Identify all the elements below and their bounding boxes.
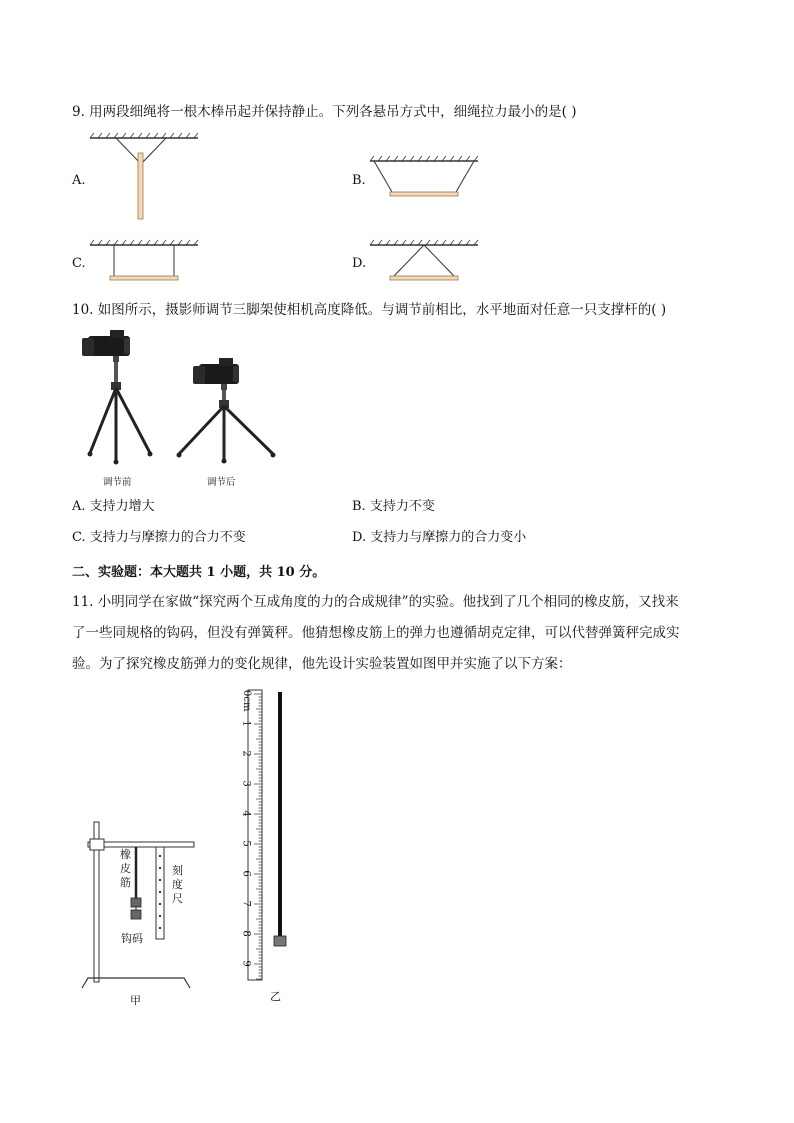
ruler-number: 6	[240, 870, 252, 877]
q9-option-b-label: B.	[352, 173, 366, 188]
q11-line-1: 11. 小明同学在家做“探究两个互成角度的力的合成规律”的实验。他找到了几个相同的橡皮筋，又找来	[72, 594, 679, 610]
ruler-number: 2	[240, 750, 252, 757]
section-heading: 二、实验题：本大题共 1 小题，共 10 分。	[72, 565, 326, 580]
figure-jia-caption: 甲	[130, 994, 141, 1007]
q10-option-a: A. 支持力增大	[72, 499, 155, 514]
ruler-number: 4	[240, 810, 252, 817]
q9-stem: 9. 用两段细绳将一根木棒吊起并保持静止。下列各悬吊方式中，细绳拉力最小的是( )	[72, 104, 577, 120]
q9-figure-d	[370, 240, 480, 285]
label-rubber-band: 橡皮筋	[120, 848, 131, 889]
label-ruler: 刻度尺	[172, 864, 183, 905]
q9-figure-b	[370, 156, 480, 201]
q9-figure-c	[90, 240, 200, 285]
q11-line-3: 验。为了探究橡皮筋弹力的变化规律，他先设计实验装置如图甲并实施了以下方案：	[72, 656, 572, 672]
ruler-number: 7	[240, 900, 252, 907]
ruler-number: 3	[240, 780, 252, 787]
tripod-after-caption: 调节后	[207, 477, 236, 488]
tripod-after-figure	[175, 356, 280, 471]
figure-yi-caption: 乙	[270, 990, 281, 1003]
q10-option-d: D. 支持力与摩擦力的合力变小	[352, 530, 527, 545]
label-hook-weight: 钩码	[121, 932, 143, 945]
q9-option-d-label: D.	[352, 256, 367, 271]
ruler-number: 8	[240, 930, 252, 937]
ruler-number: 1	[240, 720, 252, 727]
q11-line-2: 了一些同规格的钩码，但没有弹簧秤。他猜想橡皮筋上的弹力也遵循胡克定律，可以代替弹簧秤完成实	[72, 625, 680, 641]
q9-option-a-label: A.	[72, 173, 86, 188]
q10-option-b: B. 支持力不变	[352, 499, 435, 514]
q10-stem: 10. 如图所示，摄影师调节三脚架使相机高度降低。与调节前相比，水平地面对任意一只支撑杆的( )	[72, 302, 667, 318]
ruler-number: 9	[240, 960, 252, 967]
q9-figure-a	[90, 133, 200, 223]
q10-option-c: C. 支持力与摩擦力的合力不变	[72, 530, 246, 545]
q9-option-c-label: C.	[72, 256, 86, 271]
tripod-before-figure	[80, 328, 160, 473]
ruler-unit-label: 0cm	[241, 690, 252, 712]
ruler-number: 5	[240, 840, 252, 847]
tripod-before-caption: 调节前	[103, 477, 132, 488]
